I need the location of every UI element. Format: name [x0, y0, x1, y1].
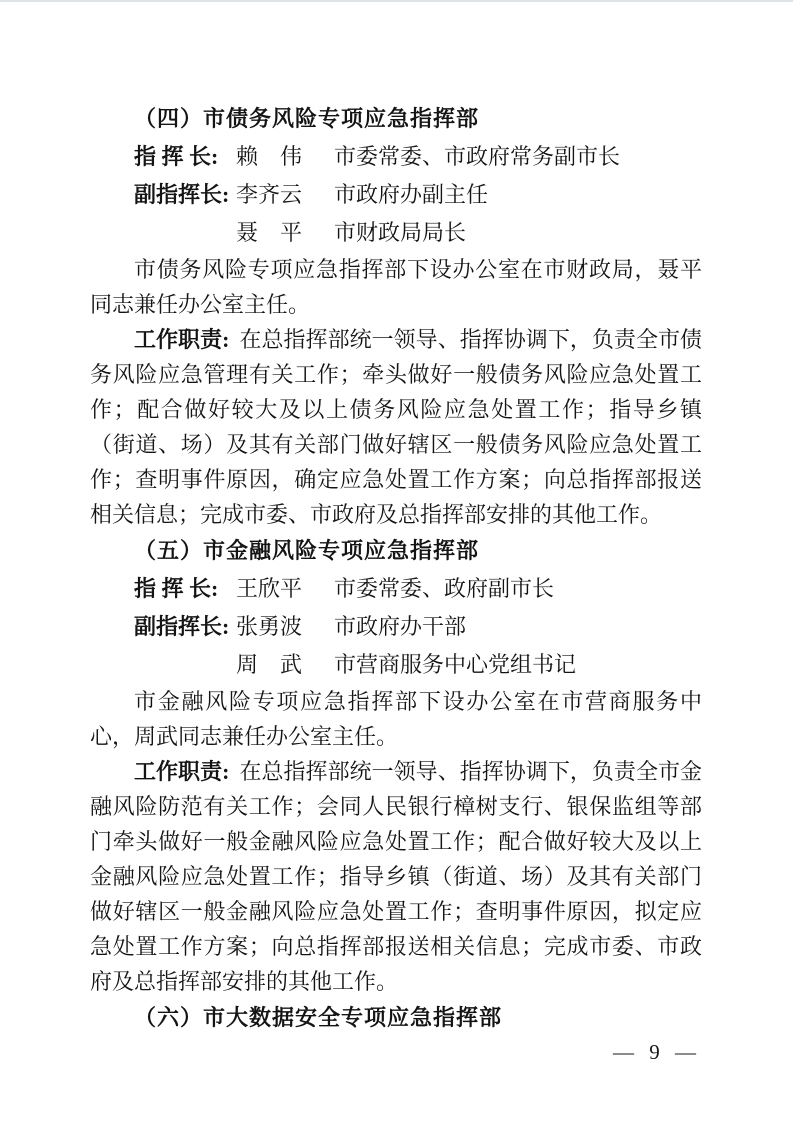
- role-name: 王欣平: [236, 576, 303, 601]
- role-label: 副指挥长:: [134, 182, 230, 207]
- section-heading: （四）市债务风险专项应急指挥部: [134, 106, 480, 131]
- duties-text: 在总指挥部统一领导、指挥协调下，负责全市债务风险应急管理有关工作；牵头做好一般债务风险应急处置工作；配合做好较大及以上债务风险应急处置工作；指导乡镇（街道、场）及其有关部门做好辖区一般债务风险应急处置工作；查明事件原因，确定应急处置工作方案；向总指挥部报送相关信息；完成市委、市政府及总指挥部安排的其他工作。: [90, 327, 702, 527]
- section-heading: （五）市金融风险专项应急指挥部: [134, 538, 480, 563]
- document-content: [90, 100, 702, 1037]
- role-title: 市委常委、市政府常务副市长: [334, 144, 621, 169]
- scan-edge-line: [0, 0, 793, 2]
- office-note: 市金融风险专项应急指挥部下设办公室在市营商服务中心，周武同志兼任办公室主任。: [90, 689, 702, 749]
- office-note: 市债务风险专项应急指挥部下设办公室在市财政局，聂平同志兼任办公室主任。: [90, 257, 702, 317]
- role-name: 赖 伟: [236, 144, 303, 169]
- role-label: 指 挥 长:: [134, 576, 219, 601]
- role-label: 指 挥 长:: [134, 144, 219, 169]
- role-row: [90, 570, 702, 608]
- page-number: — 9 —: [613, 1040, 701, 1064]
- role-title: 市政府办副主任: [334, 182, 489, 207]
- section-financial-risk: [90, 532, 702, 999]
- role-name: 聂 平: [236, 220, 303, 245]
- duties-label: 工作职责:: [134, 327, 230, 352]
- section-debt-risk: [90, 100, 702, 532]
- role-name: 张勇波: [236, 614, 303, 639]
- role-title: 市财政局局长: [334, 220, 467, 245]
- role-label: [134, 646, 236, 684]
- role-label: [134, 214, 236, 252]
- role-title: 市委常委、政府副市长: [334, 576, 555, 601]
- role-row: [90, 138, 702, 176]
- duties-text: 在总指挥部统一领导、指挥协调下，负责全市金融风险防范有关工作；会同人民银行樟树支行、银保监组等部门牵头做好一般金融风险应急处置工作；配合做好较大及以上金融风险应急处置工作；指导乡镇（街道、场）及其有关部门做好辖区一般金融风险应急处置工作；查明事件原因，拟定应急处置工作方案；向总指挥部报送相关信息；完成市委、市政府及总指挥部安排的其他工作。: [90, 759, 702, 994]
- role-row: [90, 176, 702, 214]
- role-name: 周 武: [236, 652, 303, 677]
- role-name: 李齐云: [236, 182, 303, 207]
- duties-paragraph: [90, 322, 702, 532]
- role-label: 副指挥长:: [134, 614, 230, 639]
- role-title: 市营商服务中心党组书记: [334, 652, 577, 677]
- role-row: [90, 646, 702, 684]
- section-big-data-security: [90, 999, 702, 1037]
- duties-paragraph: [90, 754, 702, 999]
- role-row: [90, 608, 702, 646]
- role-title: 市政府办干部: [334, 614, 467, 639]
- duties-label: 工作职责:: [134, 759, 230, 784]
- role-row: [90, 214, 702, 252]
- section-heading: （六）市大数据安全专项应急指挥部: [134, 1005, 503, 1030]
